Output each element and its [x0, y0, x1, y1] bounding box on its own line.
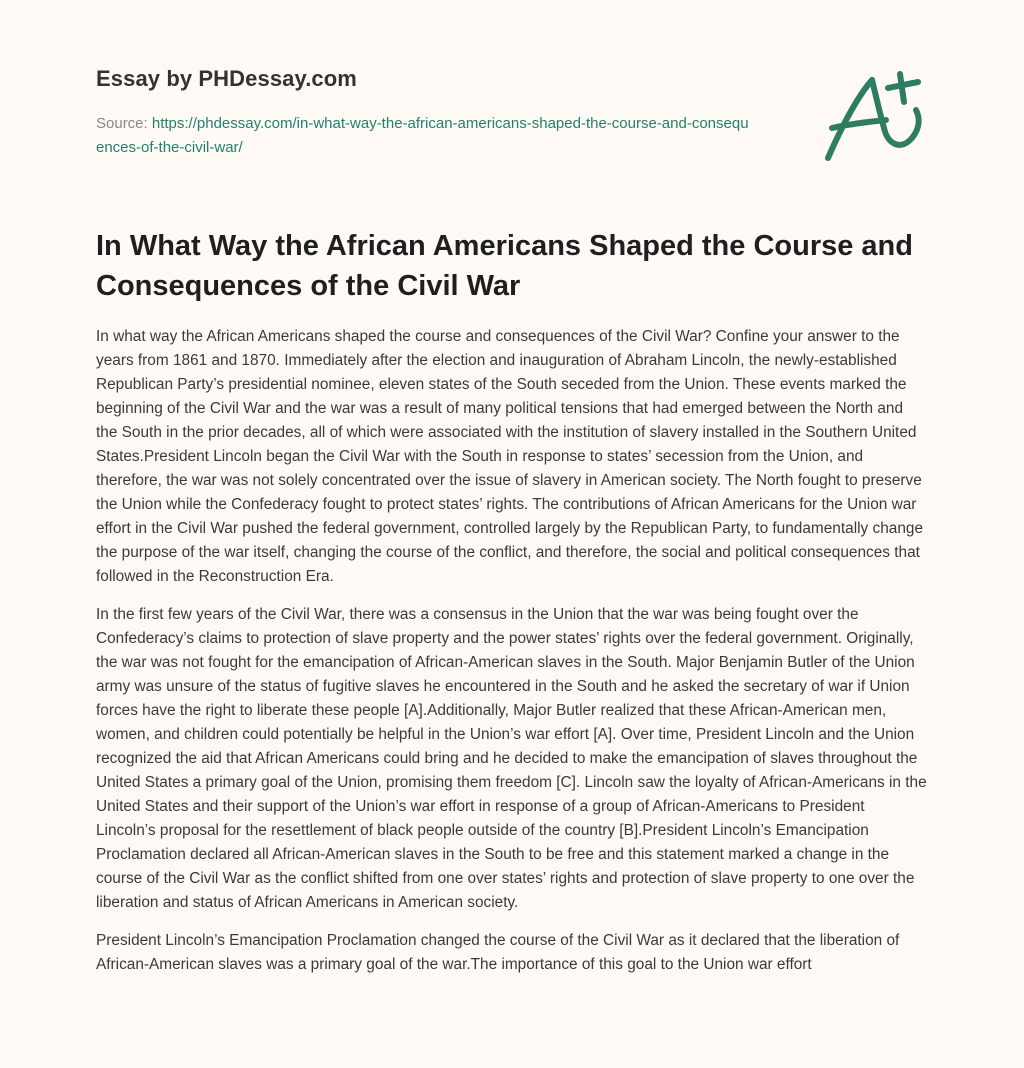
a-plus-grade-icon [822, 66, 932, 166]
article-paragraph: In the first few years of the Civil War, there was a consensus in the Union that the war was being fought over the Confederacy’s claims to protection of slave property and the power states’ rights over the federal government. Originally, the war was not fought for the emancipation of African-American slaves in the South. Major Benjamin Butler of the Union army was unsure of the status of fugitive slaves he encountered in the South and he asked the secretary of war if Union forces have the right to liberate these people [A].Additionally, Major Butler realized that these African-American men, women, and children could potentially be helpful in the Union’s war effort [A]. Over time, President Lincoln and the Union recognized the aid that African Americans could bring and he decided to make the emancipation of slaves throughout the United States a primary goal of the Union, promising them freedom [C]. Lincoln saw the loyalty of African-Americans in the United States and their support of the Union’s war effort in response of a group of African-Americans to President Lincoln’s proposal for the resettlement of black people outside of the country [B].President Lincoln’s Emancipation Proclamation declared all African-American slaves in the South to be free and this statement marked a change in the course of the Civil War as the conflict shifted from one over states’ rights and protection of slave property to one over the liberation and status of African Americans in American society. [96, 606, 927, 911]
site-title: Essay by PHDessay.com [96, 66, 357, 91]
article-title: In What Way the African Americans Shaped the Course and Consequences of the Civil War [96, 230, 913, 302]
header [96, 0, 928, 200]
source-label: Source: [96, 115, 152, 132]
source-line [96, 112, 756, 160]
article-body [96, 325, 928, 991]
article-paragraph: President Lincoln’s Emancipation Proclamation changed the course of the Civil War as it declared that the liberation of African-American slaves was a primary goal of the war.The importance of this goal to the Union war effort [96, 932, 900, 973]
article-paragraph: In what way the African Americans shaped the course and consequences of the Civil War? Confine your answer to the years from 1861 and 1870. Immediately after the election and inauguration of Abraham Lincoln, the newly-established Republican Party’s presidential nominee, eleven states of the South seceded from the Union. These events marked the beginning of the Civil War and the war was a result of many political tensions that had emerged between the North and the South in the prior decades, all of which were associated with the institution of slavery installed in the Southern United States.President Lincoln began the Civil War with the South in response to states’ secession from the Union, and therefore, the war was not solely concentrated over the issue of slavery in American society. The North fought to preserve the Union while the Confederacy fought to protect states’ rights. The contributions of African Americans for the Union war effort in the Civil War pushed the federal government, controlled largely by the Republican Party, to fundamentally change the purpose of the war itself, changing the course of the conflict, and therefore, the social and political consequences that followed in the Reconstruction Era. [96, 328, 923, 585]
source-link[interactable]: https://phdessay.com/in-what-way-the-african-americans-shaped-the-course-and-consequences-of-the-civil-war/ [96, 115, 749, 156]
page [96, 0, 928, 973]
